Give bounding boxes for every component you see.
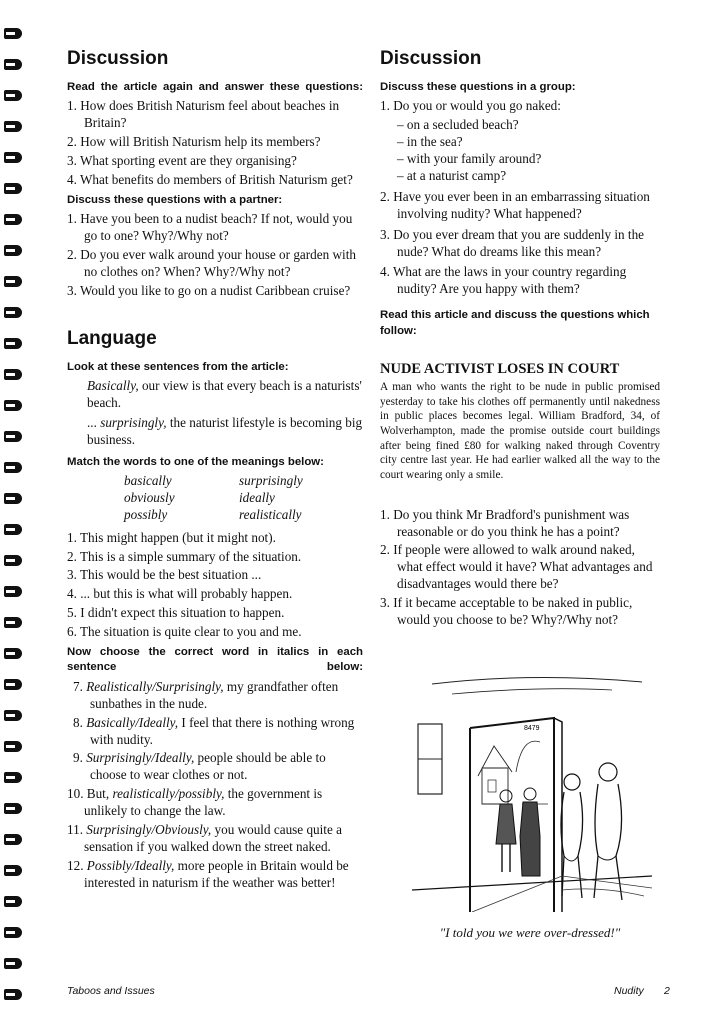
binding-ring bbox=[4, 834, 22, 845]
cartoon-caption: "I told you we were over-dressed!" bbox=[439, 925, 621, 940]
sub-item: – at a naturist camp? bbox=[397, 167, 507, 183]
list-item: 2. Have you ever been in an embarrassing situation involving nudity? What happened? bbox=[380, 188, 650, 221]
list-item: 1. Have you been to a nudist beach? If not, would you go to one? Why?/Why not? bbox=[67, 211, 353, 244]
word: obviously bbox=[124, 489, 175, 505]
list-item: 12. Possibly/Ideally, more people in Britain would be interested in naturism if the weather was better! bbox=[67, 857, 349, 890]
list-item: 4. ... but this is what will probably happen. bbox=[67, 586, 293, 602]
binding-ring bbox=[4, 59, 22, 70]
discussion-heading-left: Discussion bbox=[67, 48, 169, 69]
list-item: 11. Surprisingly/Obviously, you would cause quite a sensation if you walked down the street naked. bbox=[67, 821, 342, 854]
list-item: 4. What benefits do members of British Naturism get? bbox=[67, 171, 353, 187]
list-item: 8. Basically/Ideally, I feel that there is nothing wrong with nudity. bbox=[73, 714, 355, 747]
question-list-group-rest bbox=[380, 189, 660, 298]
question-list-group bbox=[380, 98, 660, 115]
page-number: 2 bbox=[664, 985, 670, 997]
binding-ring bbox=[4, 493, 22, 504]
list-item: 1. How does British Naturism feel about beaches in Britain? bbox=[67, 98, 340, 131]
binding-ring bbox=[4, 710, 22, 721]
binding-ring bbox=[4, 524, 22, 535]
list-item: 10. But, realistically/possibly, the government is unlikely to change the law. bbox=[67, 786, 323, 819]
binding-ring bbox=[4, 307, 22, 318]
word: possibly bbox=[124, 506, 168, 522]
binding-ring bbox=[4, 617, 22, 628]
binding-ring bbox=[4, 152, 22, 163]
word: basically bbox=[124, 473, 172, 489]
list-item: 3. Would you like to go on a nudist Caribbean cruise? bbox=[67, 282, 351, 298]
binding-ring bbox=[4, 90, 22, 101]
binding-ring bbox=[4, 958, 22, 969]
instruction-choose: Now choose the correct word in italics in each sentence below: bbox=[67, 646, 363, 674]
word-grid bbox=[67, 473, 363, 524]
word: realistically bbox=[239, 506, 302, 522]
binding-ring bbox=[4, 896, 22, 907]
word: surprisingly bbox=[239, 473, 303, 489]
binding-ring bbox=[4, 927, 22, 938]
list-item: 3. This would be the best situation ... bbox=[67, 567, 262, 583]
binding-ring bbox=[4, 245, 22, 256]
instruction-partner: Discuss these questions with a partner: bbox=[67, 193, 283, 206]
sub-item: – in the sea? bbox=[397, 134, 463, 150]
binding-ring bbox=[4, 462, 22, 473]
binding-ring bbox=[4, 183, 22, 194]
left-column bbox=[67, 48, 363, 894]
binding-ring bbox=[4, 989, 22, 1000]
list-item: 3. If it became acceptable to be naked in public, would you choose to be? Why?/Why not? bbox=[380, 595, 633, 628]
list-item: 7. Realistically/Surprisingly, my grandfather often sunbathes in the nude. bbox=[73, 678, 339, 711]
list-item: 2. If people were allowed to walk around naked, what effect would it have? What advantages and disadvantages would there be? bbox=[380, 542, 653, 592]
discussion-heading-right: Discussion bbox=[380, 48, 482, 69]
instruction-look: Look at these sentences from the article: bbox=[67, 360, 289, 373]
list-item: 5. I didn't expect this situation to happen. bbox=[67, 605, 285, 621]
instruction-read-discuss: Read this article and discuss the questions which follow: bbox=[380, 309, 650, 337]
question-list-article-right bbox=[380, 507, 660, 629]
binding-ring bbox=[4, 586, 22, 597]
list-item: 1. This might happen (but it might not). bbox=[67, 529, 276, 545]
language-heading: Language bbox=[67, 327, 157, 349]
binding-ring bbox=[4, 400, 22, 411]
list-item: 2. Do you ever walk around your house or garden with no clothes on? When? Why?/Why not? bbox=[67, 247, 356, 279]
question-list-partner bbox=[67, 211, 363, 299]
sub-item: – with your family around? bbox=[397, 151, 542, 167]
word: ideally bbox=[239, 489, 275, 505]
binding-ring bbox=[4, 555, 22, 566]
instruction-group: Discuss these questions in a group: bbox=[380, 81, 576, 93]
binding-ring bbox=[4, 214, 22, 225]
example-sentence-1: Basically, our view is that every beach is a naturists' beach. bbox=[87, 378, 362, 410]
binding-ring bbox=[4, 803, 22, 814]
cartoon-illustration bbox=[412, 676, 652, 912]
list-item: 6. The situation is quite clear to you and me. bbox=[67, 624, 302, 640]
list-item: 3. Do you ever dream that you are suddenly in the nude? What do dreams like this mean? bbox=[380, 226, 645, 259]
binding-ring bbox=[4, 28, 22, 39]
binding-ring bbox=[4, 772, 22, 783]
list-item: 1. Do you or would you go naked: bbox=[380, 98, 561, 114]
article-headline: NUDE ACTIVIST LOSES IN COURT bbox=[380, 360, 620, 377]
instruction-match: Match the words to one of the meanings below: bbox=[67, 455, 324, 468]
sub-item: – on a secluded beach? bbox=[397, 117, 519, 133]
binding-ring bbox=[4, 865, 22, 876]
binding-ring bbox=[4, 121, 22, 132]
list-item: 1. Do you think Mr Bradford's punishment was reasonable or do you think he has a point? bbox=[380, 506, 630, 539]
binding-ring bbox=[4, 431, 22, 442]
meaning-list bbox=[67, 530, 363, 641]
spiral-binding bbox=[0, 0, 28, 1030]
door-number: 8479 bbox=[524, 725, 540, 732]
example-sentence-2: ... surprisingly, the naturist lifestyle is becoming big business. bbox=[87, 414, 363, 447]
choice-list bbox=[67, 679, 363, 892]
binding-ring bbox=[4, 741, 22, 752]
list-item: 2. How will British Naturism help its members? bbox=[67, 134, 321, 150]
binding-ring bbox=[4, 276, 22, 287]
list-item: 2. This is a simple summary of the situation. bbox=[67, 548, 302, 564]
binding-ring bbox=[4, 369, 22, 380]
binding-ring bbox=[4, 648, 22, 659]
question-list-article bbox=[67, 98, 363, 188]
instruction-read-article: Read the article again and answer these questions: bbox=[67, 81, 363, 93]
footer-left: Taboos and Issues bbox=[67, 985, 155, 997]
list-item: 3. What sporting event are they organising? bbox=[67, 153, 297, 169]
list-item: 4. What are the laws in your country regarding nudity? Are you happy with them? bbox=[380, 264, 627, 297]
binding-ring bbox=[4, 338, 22, 349]
right-column bbox=[380, 48, 660, 631]
list-item: 9. Surprisingly/Ideally, people should be able to choose to wear clothes or not. bbox=[73, 750, 326, 783]
footer-topic: Nudity bbox=[614, 985, 644, 997]
article-body: A man who wants the right to be nude in public promised yesterday to take his clothes off permanently until nakedness in public places becomes legal. William Bradford, 34, of Wolverhampton, made the promise outside court buildings after being fined £80 for walking naked through Coventry city centre last year. He had earlier walked all the way to the court wearing only a smile. bbox=[380, 380, 660, 481]
binding-ring bbox=[4, 679, 22, 690]
